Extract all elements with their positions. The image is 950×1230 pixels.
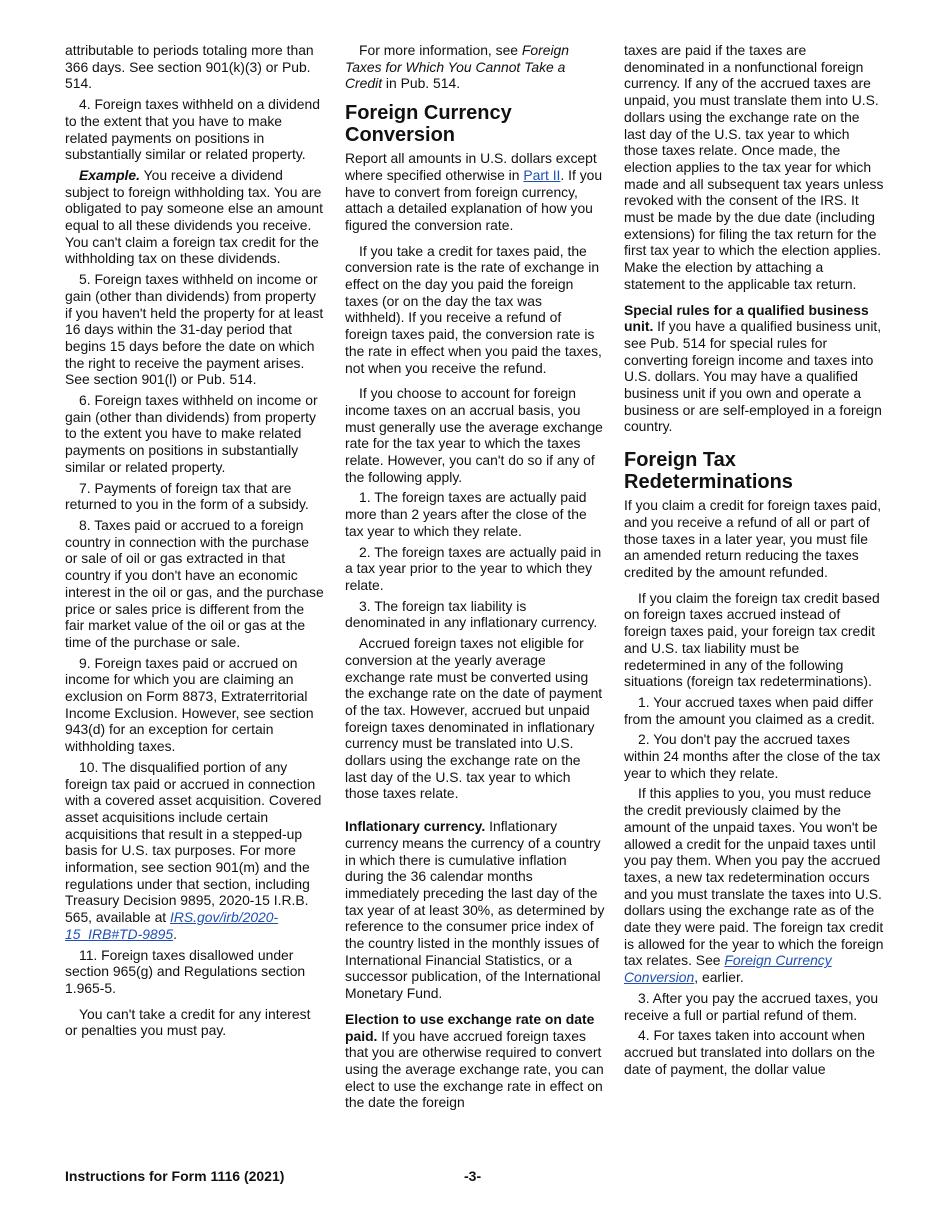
paragraph: Accrued foreign taxes not eligible for conversion at the yearly average exchange rate must be converted using the exchange rate on the date of payment of the tax. However, accrued but unpaid foreign taxes denominated in inflationary currency must be translated into U.S. dollars using the exchange rate on the last day of the U.S. tax year to which those taxes relate. xyxy=(345,635,603,802)
qbu-label: Special rules for a qualified business unit. xyxy=(624,301,869,335)
paragraph xyxy=(345,818,605,1002)
paragraph: If you claim a credit for foreign taxes paid, and you receive a refund of all or part of those taxes in a later year, you must file an amended return reducing the taxes credited by the amount refunded. xyxy=(624,497,882,580)
period: . xyxy=(173,925,177,942)
example-label: Example. xyxy=(79,166,140,183)
list-item: 4. Foreign taxes withheld on a dividend to the extent that you have to make related payments on positions in substantially similar or related property. xyxy=(65,96,320,163)
foreign-currency-conversion-link[interactable]: Foreign Currency Conversion xyxy=(624,952,832,986)
list-item: 3. The foreign tax liability is denominated in any inflationary currency. xyxy=(345,597,598,631)
example-paragraph xyxy=(65,167,325,267)
paragraph: taxes are paid if the taxes are denominated in a nonfunctional foreign currency. If any of the accrued taxes are unpaid, you must translate them into U.S. dollars using the exchange rate on the last day of the U.S. tax year to which those taxes relate. Once made, the election applies to the tax year for which made and all subsequent tax years unless revoked with the consent of the IRS. It must be made by the due date (including extensions) for filing the tax return for the first tax year to which the election applies. Make the election by attaching a statement to the applicable tax return. xyxy=(624,42,884,292)
text: Inflationary currency means the currency of a country in which there is cumulative inflation during the 36 calendar months immediately preceding the last day of the tax year of at least 30%, as determined by reference to the consumer price index of the country listed in the monthly issues of International Financial Statistics, or a successor publication, of the International Monetary Fund. xyxy=(345,818,605,1002)
column-1 xyxy=(65,42,325,1043)
list-item: 6. Foreign taxes withheld on income or gain (other than dividends) from property to the extent you have to make related payments on positions in substantially similar or related property. xyxy=(65,392,318,475)
list-item-text: 10. The disqualified portion of any foreign tax paid or accrued in connection with a covered asset acquisition. Covered asset acquisitions include certain acquisitions that result in a stepped-up basis for U.S. tax purposes. For more information, see section 901(m) and the regulations under that section, including Treasury Decision 9895, 2020-15 I.R.B. 565, available at xyxy=(65,758,322,926)
heading-foreign-currency-conversion: Foreign Currency Conversion xyxy=(345,102,512,147)
part-ii-link[interactable]: Part II xyxy=(523,166,561,183)
text: Report all amounts in U.S. dollars except where specified otherwise in xyxy=(345,150,597,183)
italic-ref: Foreign Taxes for Which You Cannot Take a Credit xyxy=(345,42,569,92)
paragraph xyxy=(345,1011,605,1111)
paragraph xyxy=(345,42,605,92)
column-2 xyxy=(345,42,605,1115)
example-text: You receive a dividend subject to foreign withholding tax. You are obligated to pay someone else an amount equal to all these dividends you receive. You can't claim a foreign tax credit for the withholding tax on these dividends. xyxy=(65,166,323,267)
list-item: 2. You don't pay the accrued taxes within 24 months after the close of the tax year to which they relate. xyxy=(624,731,881,781)
paragraph: attributable to periods totaling more than 366 days. See section 901(k)(3) or Pub. 514. xyxy=(65,42,314,92)
list-item: 8. Taxes paid or accrued to a foreign country in connection with the purchase or sale of oil or gas extracted in that country if you don't have an economic interest in the oil or gas, and the purchase price or sales price is different from the fair market value of the oil or gas at the time of the purchase or sale. xyxy=(65,516,324,650)
list-item: 4. For taxes taken into account when accrued but translated into dollars on the date of payment, the dollar value xyxy=(624,1027,875,1077)
list-item: 5. Foreign taxes withheld on income or gain (other than dividends) from property if you haven't held the property for at least 16 days within the 31-day period that begins 15 days before the date on which the right to receive the payment arises. See section 901(l) or Pub. 514. xyxy=(65,271,324,388)
list-item: 3. After you pay the accrued taxes, you receive a full or partial refund of them. xyxy=(624,989,879,1023)
text: , earlier. xyxy=(694,969,744,986)
list-item: 9. Foreign taxes paid or accrued on income for which you are claiming an exclusion on Form 8873, Extraterritorial Income Exclusion. However, see section 943(d) for an exception for certain withholding taxes. xyxy=(65,654,314,755)
list-item: 11. Foreign taxes disallowed under section 965(g) and Regulations section 1.965-5. xyxy=(65,946,306,996)
paragraph: If you take a credit for taxes paid, the conversion rate is the rate of exchange in effect on the day you paid the foreign taxes (or on the day the tax was withheld). If you receive a refund of foreign taxes paid, the conversion rate is the rate in effect when you paid the taxes, not when you receive the refund. xyxy=(345,242,602,376)
text: If this applies to you, you must reduce the credit previously claimed by the amount of the unpaid taxes. You won't be allowed a credit for the unpaid taxes until you pay them. When you pay the accrued taxes, a new tax redetermination occurs and you must translate the taxes into U.S. dollars using the exchange rate as of the date they were paid. The foreign tax credit is allowed for the year to which the foreign tax relates. See xyxy=(624,785,884,969)
page-number: -3- xyxy=(464,1168,482,1184)
column-3 xyxy=(624,42,884,1081)
paragraph: You can't take a credit for any interest or penalties you must pay. xyxy=(65,1005,311,1039)
text: For more information, see xyxy=(359,42,522,58)
election-label: Election to use exchange rate on date paid. xyxy=(345,1010,595,1044)
text: If you have a qualified business unit, see Pub. 514 for special rules for converting foreign income and taxes into U.S. dollars. You may have a qualified business unit if you own and operate a business or are self-employed in a foreign country. xyxy=(624,318,882,435)
text: in Pub. 514. xyxy=(382,75,461,92)
paragraph: If you choose to account for foreign income taxes on an accrual basis, you must generally use the average exchange rate for the tax year to which the taxes relate. However, you can't do so if any of the following apply. xyxy=(345,385,603,485)
list-item: 1. Your accrued taxes when paid differ from the amount you claimed as a credit. xyxy=(624,693,875,727)
text: . If you have to convert from foreign currency, attach a detailed explanation of how you figured the conversion rate. xyxy=(345,166,603,233)
list-item xyxy=(65,759,325,943)
paragraph: If you claim the foreign tax credit based on foreign taxes accrued instead of foreign taxes paid, your foreign tax credit and U.S. tax liability must be redetermined in any of the following situations (foreign tax redeterminations). xyxy=(624,589,880,690)
paragraph xyxy=(345,150,605,234)
paragraph xyxy=(624,785,884,985)
list-item: 1. The foreign taxes are actually paid more than 2 years after the close of the tax year to which they relate. xyxy=(345,489,587,539)
text: If you have accrued foreign taxes that you are otherwise required to convert using the average exchange rate, you can elect to use the exchange rate in effect on the date the foreign xyxy=(345,1027,604,1111)
list-item: 2. The foreign taxes are actually paid in a tax year prior to the year to which they relate. xyxy=(345,543,602,593)
irs-irb-link[interactable]: IRS.gov/irb/2020-15_IRB#TD-9895 xyxy=(65,909,279,942)
footer-form-title: Instructions for Form 1116 (2021) xyxy=(65,1168,285,1184)
paragraph xyxy=(624,302,884,436)
inflationary-label: Inflationary currency. xyxy=(345,818,486,835)
list-item: 7. Payments of foreign tax that are returned to you in the form of a subsidy. xyxy=(65,479,309,513)
heading-foreign-tax-redeterminations: Foreign Tax Redeterminations xyxy=(624,449,793,494)
